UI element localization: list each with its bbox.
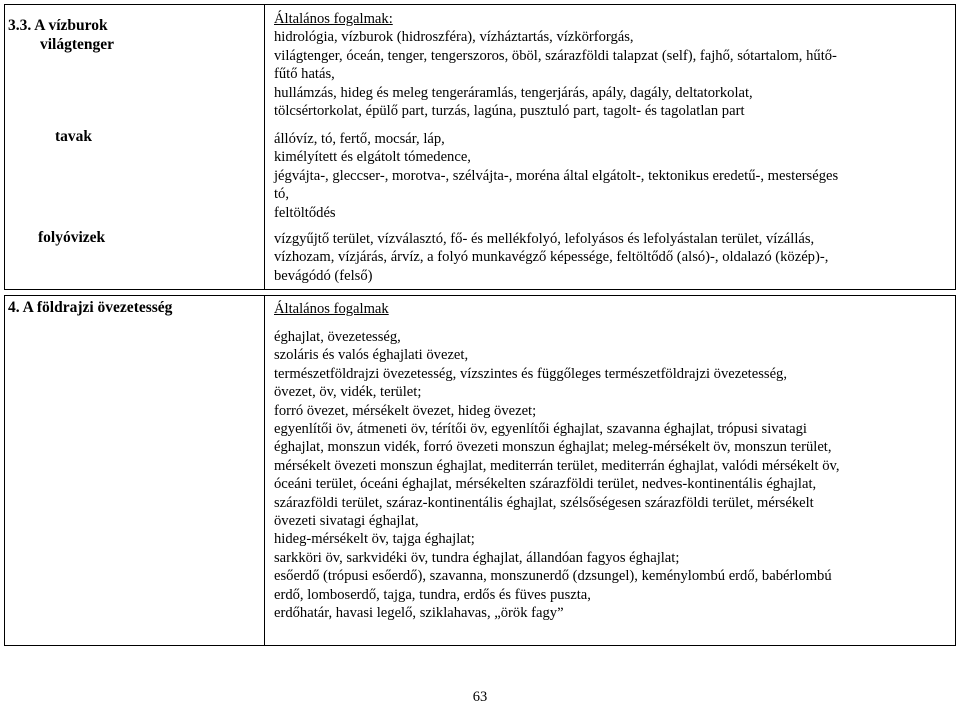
text-line: bevágódó (felső) <box>274 267 373 284</box>
table-border-bottom <box>4 645 956 646</box>
lakes-label: tavak <box>55 128 93 145</box>
section-number: 3.3. <box>8 17 32 34</box>
text-line: hullámzás, hideg és meleg tengeráramlás, tengerjárás, apály, dagály, deltatorkolat, <box>274 84 753 101</box>
text-line: esőerdő (trópusi esőerdő), szavanna, monszunerdő (dzsungel), keménylombú erdő, babérlombú <box>274 568 832 585</box>
text-line: erdőhatár, havasi legelő, sziklahavas, „örök fagy” <box>274 605 564 622</box>
text-line: sarkköri öv, sarkvidéki öv, tundra éghajlat, állandóan fagyos éghajlat; <box>274 549 680 566</box>
table-border-top <box>4 295 956 296</box>
text-line: állóvíz, tó, fertő, mocsár, láp, <box>274 131 445 147</box>
section-heading-ovezetesseg: 4. A földrajzi övezetesség <box>8 299 173 316</box>
section4-content <box>274 328 840 623</box>
section-subtitle: világtenger <box>40 36 115 53</box>
text-line: jégvájta-, gleccser-, morotva-, szélvájta-, moréna által elgátolt-, tektonikus eredetű-, mesterséges <box>274 167 839 184</box>
text-line: óceáni terület, óceáni éghajlat, mérsékelten szárazföldi terület, nedves-kontinentális éghajlat, <box>274 476 817 493</box>
general-concepts-label: Általános fogalmak <box>274 301 389 317</box>
text-line: feltöltődés <box>274 204 336 221</box>
text-line: forró övezet, mérsékelt övezet, hideg övezet; <box>274 402 537 419</box>
text-line: fűtő hatás, <box>274 66 335 83</box>
text-line: természetföldrajzi övezetesség, vízszintes és függőleges természetföldrajzi övezetesség, <box>274 365 787 382</box>
text-line: szárazföldi terület, száraz-kontinentális éghajlat, szélsőségesen szárazföldi terület, mérsékelt <box>274 494 814 511</box>
section-heading-vizburok <box>8 16 108 35</box>
text-line: mérsékelt övezeti monszun éghajlat, mediterrán terület, mediterrán éghajlat, valódi mérsékelt öv, <box>274 457 840 474</box>
text-line: hidrológia, vízburok (hidroszféra), vízháztartás, vízkörforgás, <box>274 29 634 46</box>
text-line: övezeti sivatagi éghajlat, <box>274 513 419 530</box>
text-line: tó, <box>274 186 289 203</box>
section-title: A vízburok <box>34 17 108 34</box>
text-line: éghajlat, monszun vidék, forró övezeti monszun éghajlat; meleg-mérsékelt öv, monszun terület, <box>274 439 832 456</box>
rivers-label: folyóvizek <box>38 229 106 246</box>
text-line: vízhozam, vízjárás, árvíz, a folyó munkavégző képessége, feltöltődő (alsó)-, oldalazó (közép)-, <box>274 249 829 266</box>
table-column-divider <box>264 295 265 646</box>
text-line: egyenlítői öv, átmeneti öv, térítői öv, egyenlítői éghajlat, szavanna éghajlat, trópusi sivatagi <box>274 421 807 438</box>
lakes-content <box>274 130 838 222</box>
section1-content <box>274 10 837 120</box>
text-line: tölcsértorkolat, épülő part, turzás, lagúna, pusztuló part, tagolt- és tagolatlan part <box>274 103 745 120</box>
text-line: hideg-mérsékelt öv, tajga éghajlat; <box>274 531 475 548</box>
table-border-left <box>4 4 5 290</box>
table-border-top <box>4 4 956 5</box>
text-line: erdő, lomboserdő, tajga, tundra, erdős és füves puszta, <box>274 586 591 603</box>
general-concepts-label: Általános fogalmak: <box>274 11 393 27</box>
page-number: 63 <box>472 689 488 705</box>
table-border-left <box>4 295 5 646</box>
text-line: szoláris és valós éghajlati övezet, <box>274 347 469 364</box>
table-border-right <box>955 295 956 646</box>
text-line: övezet, öv, vidék, terület; <box>274 384 422 401</box>
text-line: éghajlat, övezetesség, <box>274 329 401 345</box>
table-column-divider <box>264 4 265 290</box>
text-line: vízgyűjtő terület, vízválasztó, fő- és mellékfolyó, lefolyásos és lefolyástalan terület, vízállás, <box>274 231 815 247</box>
text-line: kimélyített és elgátolt tómedence, <box>274 149 471 166</box>
table-border-right <box>955 4 956 290</box>
section4-general-label <box>274 300 389 318</box>
rivers-content <box>274 230 828 285</box>
table-border-bottom <box>4 289 956 290</box>
text-line: világtenger, óceán, tenger, tengerszoros, öböl, szárazföldi talapzat (self), fajhő, sótartalom, hűtő- <box>274 47 837 64</box>
